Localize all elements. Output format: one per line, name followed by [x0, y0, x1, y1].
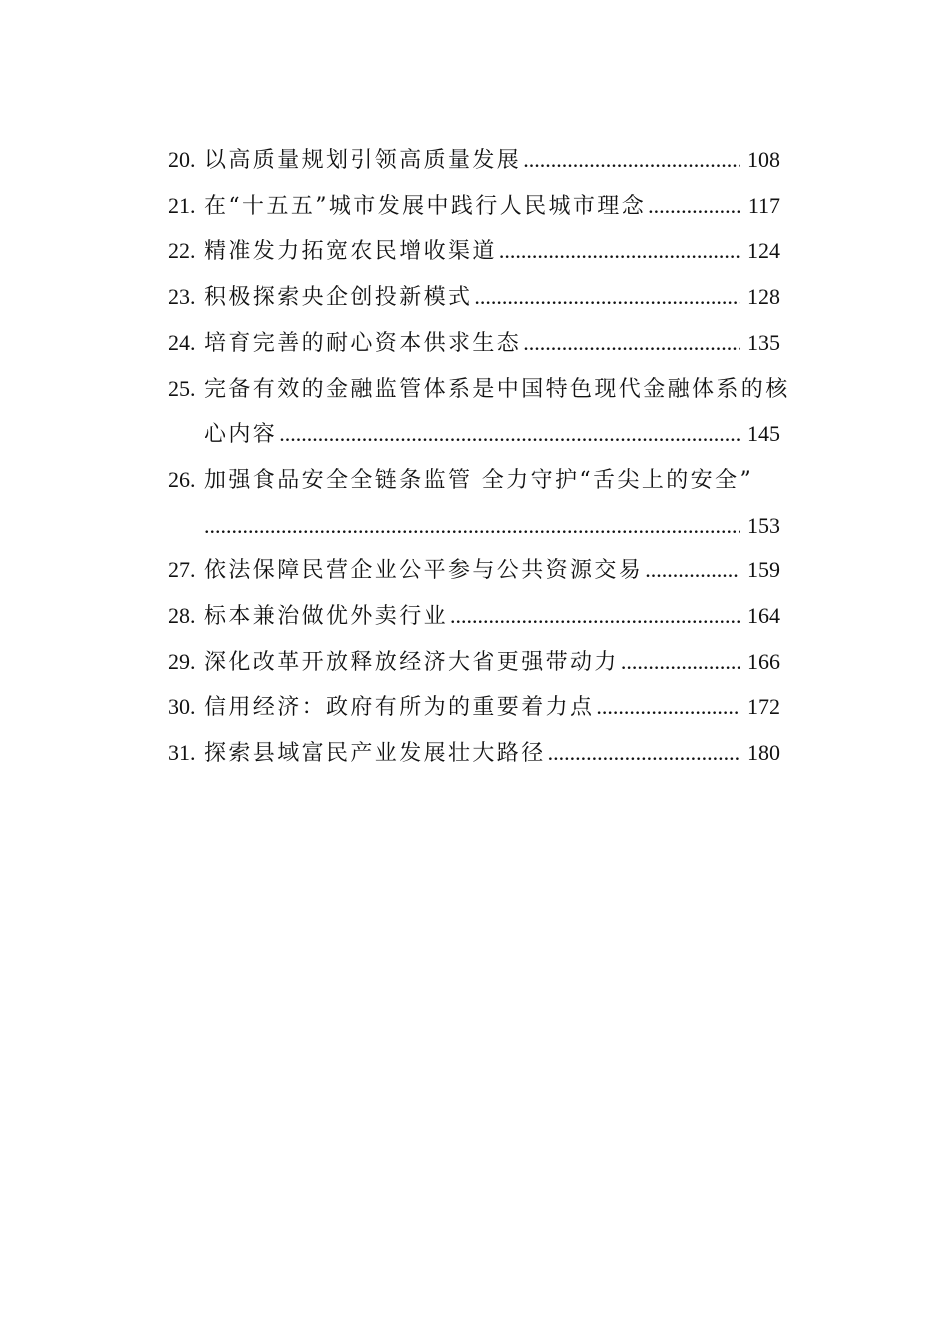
dot-leader: [596, 685, 740, 730]
toc-title: 探索县域富民产业发展壮大路径: [204, 741, 546, 767]
toc-list: [168, 138, 790, 777]
toc-entry-31[interactable]: [168, 731, 780, 777]
toc-number: 24.: [168, 329, 196, 355]
toc-page-number: 124: [747, 238, 780, 264]
toc-page-number: 117: [747, 192, 780, 218]
toc-number: 25.: [168, 375, 196, 401]
toc-entry-29[interactable]: [168, 640, 780, 686]
toc-entry-20[interactable]: [168, 138, 780, 184]
toc-page-number: 172: [747, 694, 780, 720]
toc-page-number: 164: [747, 603, 780, 629]
toc-page-number: 159: [747, 557, 780, 583]
toc-title: 精准发力拓宽农民增收渠道: [204, 239, 497, 265]
toc-page-number: 153: [747, 512, 780, 538]
toc-entry-30[interactable]: [168, 685, 780, 731]
dot-leader: [523, 138, 740, 183]
toc-number: 29.: [168, 648, 196, 674]
toc-entry-26-line1[interactable]: [168, 458, 780, 504]
toc-entry-26-line2[interactable]: [168, 504, 780, 549]
toc-number: 31.: [168, 740, 196, 766]
table-of-contents: [168, 138, 818, 777]
toc-title: 培育完善的耐心资本供求生态: [204, 330, 522, 356]
toc-entry-25-line2[interactable]: [168, 412, 780, 458]
toc-title: 加强食品安全全链条监管 全力守护“舌尖上的安全”: [204, 467, 754, 493]
toc-number: 22.: [168, 238, 196, 264]
toc-page-number: 145: [747, 421, 780, 447]
toc-title-continued: 心内容: [204, 422, 278, 448]
toc-entry-23[interactable]: [168, 275, 780, 321]
toc-number: 26.: [168, 466, 196, 492]
toc-entry-25-line1[interactable]: [168, 367, 790, 413]
dot-leader: [648, 184, 740, 229]
toc-page-number: 135: [747, 329, 780, 355]
toc-number: 27.: [168, 557, 196, 583]
dot-leader: [204, 504, 740, 549]
toc-number: 30.: [168, 694, 196, 720]
dot-leader: [499, 229, 740, 274]
toc-entry-27[interactable]: [168, 548, 780, 594]
toc-title: 以高质量规划引领高质量发展: [204, 148, 522, 173]
dot-leader: [645, 548, 740, 593]
toc-title: 在“十五五”城市发展中践行人民城市理念: [204, 193, 647, 219]
toc-number: 23.: [168, 284, 196, 310]
dot-leader: [474, 275, 740, 320]
dot-leader: [523, 321, 740, 366]
dot-leader: [621, 640, 740, 685]
toc-title: 标本兼治做优外卖行业: [204, 604, 449, 630]
toc-page-number: 180: [747, 740, 780, 766]
toc-page-number: 108: [747, 147, 780, 172]
toc-title: 积极探索央企创投新模式: [204, 285, 473, 311]
dot-leader: [548, 731, 740, 776]
toc-title: 信用经济：政府有所为的重要着力点: [204, 695, 595, 721]
toc-entry-24[interactable]: [168, 321, 780, 367]
dot-leader: [450, 594, 740, 639]
toc-entry-21[interactable]: [168, 184, 780, 230]
toc-page-number: 166: [747, 648, 780, 674]
dot-leader: [279, 412, 740, 457]
toc-number: 21.: [168, 192, 196, 218]
toc-entry-28[interactable]: [168, 594, 780, 640]
toc-title: 深化改革开放释放经济大省更强带动力: [204, 649, 619, 675]
toc-number: 20.: [168, 147, 196, 172]
toc-page-number: 128: [747, 284, 780, 310]
toc-title: 完备有效的金融监管体系是中国特色现代金融体系的核: [204, 376, 790, 402]
toc-entry-22[interactable]: [168, 229, 780, 275]
toc-title: 依法保障民营企业公平参与公共资源交易: [204, 558, 644, 584]
toc-number: 28.: [168, 603, 196, 629]
